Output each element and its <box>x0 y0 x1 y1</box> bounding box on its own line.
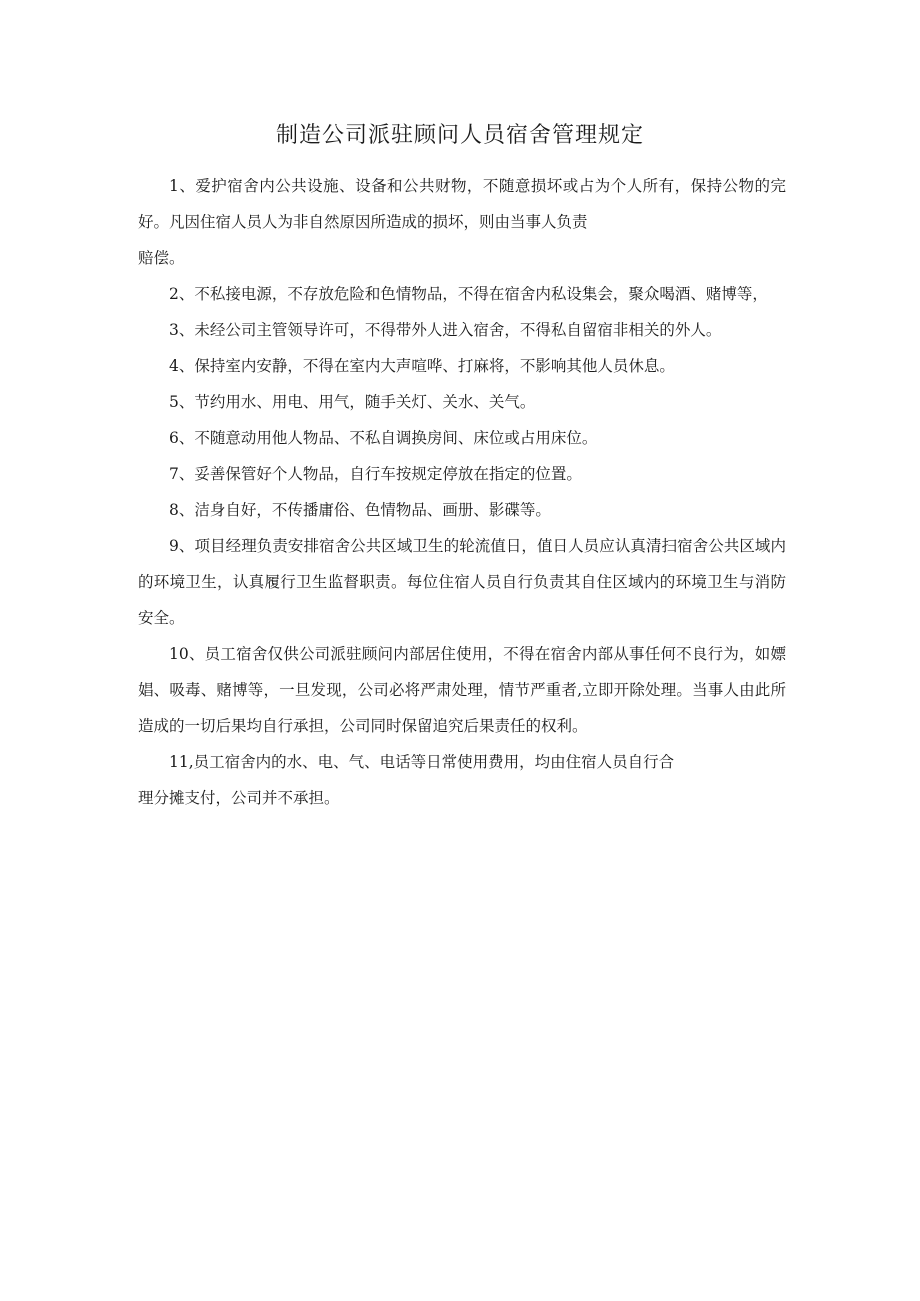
rule-text: 2、不私接电源，不存放危险和色情物品，不得在宿舍内私设集会，聚众喝酒、赌博等， <box>169 285 768 303</box>
rule-item-7 <box>138 456 786 492</box>
rule-text: 5、节约用水、用电、用气，随手关灯、关水、关气。 <box>169 393 536 411</box>
rule-item-1 <box>138 168 786 276</box>
rule-text: 9、项目经理负责安排宿舍公共区域卫生的轮流值日，值日人员应认真清扫宿舍公共区域内的环境卫生，认真履行卫生监督职责。每位住宿人员自行负责其自住区域内的环境卫生与消防安全。 <box>138 537 786 627</box>
rule-text: 3、未经公司主管领导许可，不得带外人进入宿舍，不得私自留宿非相关的外人。 <box>169 321 722 339</box>
rule-item-8 <box>138 492 786 528</box>
rule-text: 6、不随意动用他人物品、不私自调换房间、床位或占用床位。 <box>169 429 598 447</box>
rule-item-10 <box>138 636 786 744</box>
rule-item-4 <box>138 348 786 384</box>
rule-item-6 <box>138 420 786 456</box>
rule-text: 10、员工宿舍仅供公司派驻顾问内部居住使用，不得在宿舍内部从事任何不良行为，如嫖娼、吸毒、赌博等，一旦发现，公司必将严肃处理，情节严重者,立即开除处理。当事人由此所造成的一切后果均自行承担，公司同时保留追究后果责任的权利。 <box>138 645 786 735</box>
document-title: 制造公司派驻顾问人员宿舍管理规定 <box>275 123 644 148</box>
rule-text: 8、洁身自好，不传播庸俗、色情物品、画册、影碟等。 <box>169 501 551 519</box>
rule-continuation: 理分摊支付，公司并不承担。 <box>138 789 340 807</box>
rule-item-11 <box>138 744 786 816</box>
rule-item-5 <box>138 384 786 420</box>
rule-item-2 <box>138 276 786 312</box>
rule-item-3 <box>138 312 786 348</box>
rule-continuation: 赔偿。 <box>138 249 185 267</box>
rule-item-9 <box>138 528 786 636</box>
rules-list <box>138 168 786 816</box>
rule-text: 11,员工宿舍内的水、电、气、电话等日常使用费用，均由住宿人员自行合 <box>169 753 675 771</box>
rule-text: 1、爱护宿舍内公共设施、设备和公共财物，不随意损坏或占为个人所有，保持公物的完好。凡因住宿人员人为非自然原因所造成的损坏，则由当事人负责 <box>138 177 786 231</box>
rule-text: 7、妥善保管好个人物品，自行车按规定停放在指定的位置。 <box>169 465 582 483</box>
rule-text: 4、保持室内安静，不得在室内大声喧哗、打麻将，不影响其他人员休息。 <box>169 357 675 375</box>
